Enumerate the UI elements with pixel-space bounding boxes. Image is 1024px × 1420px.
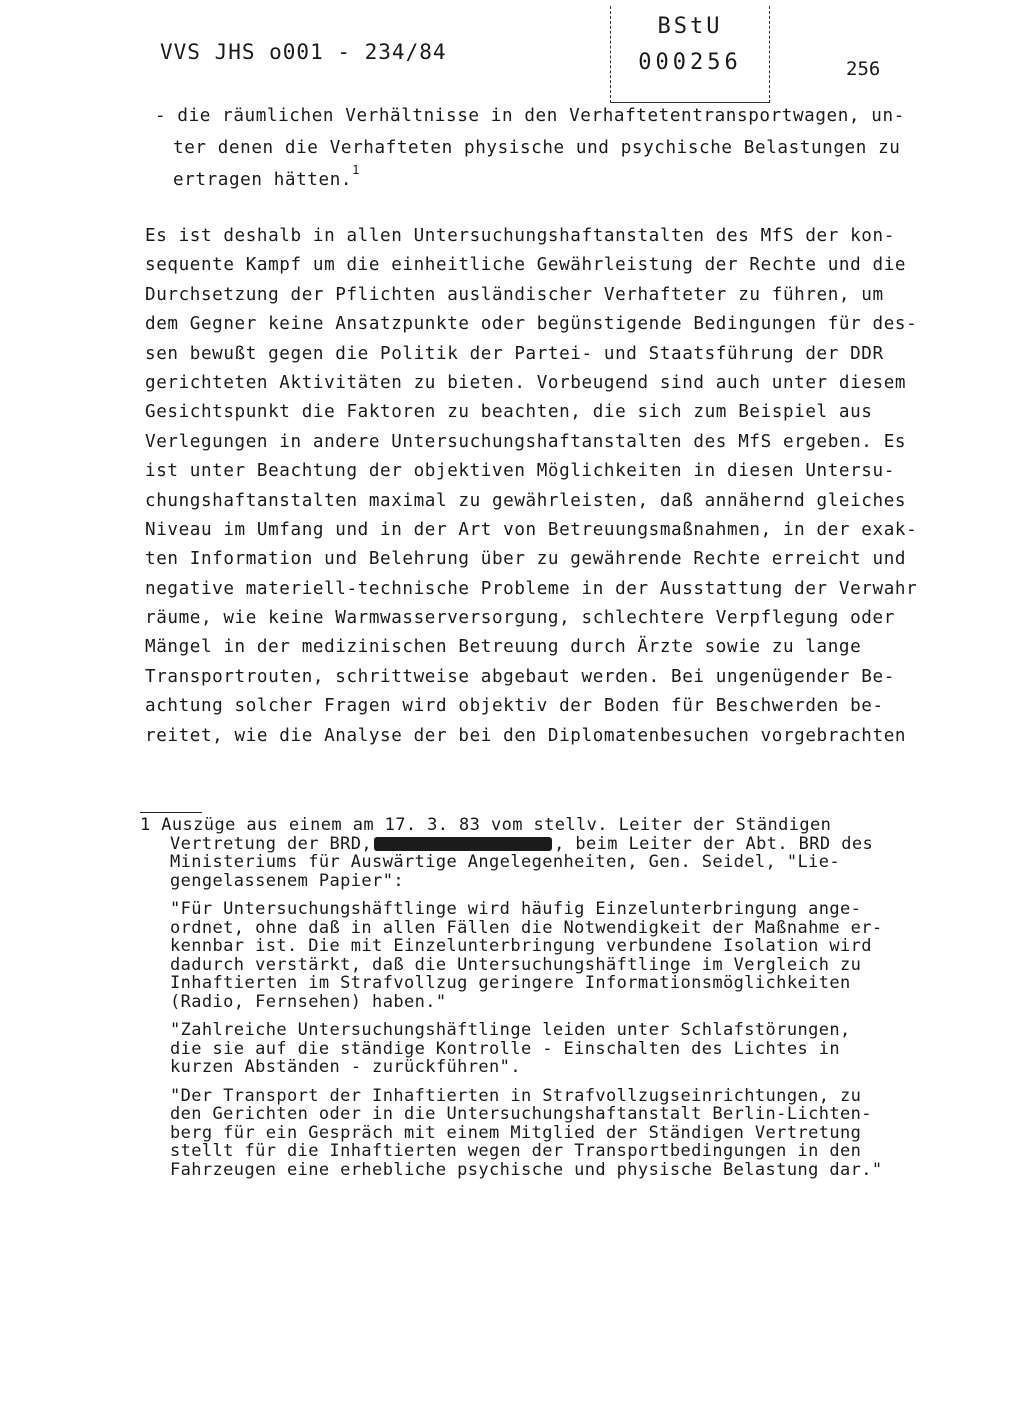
stamp-organization: BStU: [657, 14, 723, 39]
body-line: achtung solcher Fragen wird objektiv der Boden für Beschwerden be-: [145, 696, 884, 717]
body-line: Durchsetzung der Pflichten ausländischer Verhafteter zu führen, um: [145, 284, 884, 305]
body-line: Transportrouten, schrittweise abgebaut werden. Bei ungenügender Be-: [145, 666, 895, 687]
body-line: reitet, wie die Analyse der bei den Diplomatenbesuchen vorgebrachten: [145, 725, 907, 746]
body-line: Mängel in der medizinischen Betreuung durch Ärzte sowie zu lange: [145, 637, 862, 658]
body-line: chungshaftanstalten maximal zu gewährleisten, daß annähernd gleiches: [145, 490, 907, 511]
body-line: sen bewußt gegen die Politik der Partei- und Staatsführung der DDR: [145, 343, 884, 364]
archive-stamp: [610, 6, 770, 103]
redaction-bar: [374, 837, 552, 851]
footnote: [140, 816, 990, 1179]
footnote-reference: 1: [352, 163, 360, 177]
quote-line: Inhaftierten im Strafvollzug geringere Informationsmöglichkeiten: [170, 973, 851, 993]
footnote-line: [140, 835, 990, 854]
stamp-number: 000256: [638, 50, 742, 75]
footnote-text: Vertretung der BRD,: [170, 833, 373, 854]
document-reference: VVS JHS o001 - 234/84: [160, 40, 447, 64]
quote-line: Fahrzeugen eine erhebliche psychische und physische Belastung dar.": [170, 1159, 883, 1180]
body-paragraph: [145, 222, 1005, 751]
body-line: negative materiell-technische Probleme in der Ausstattung der Verwahr: [145, 578, 918, 599]
quote-line: stellt für die Inhaftierten wegen der Transportbedingungen in den: [170, 1141, 862, 1161]
quote-line: kurzen Abständen - zurückführen".: [170, 1057, 521, 1077]
body-line: dem Gegner keine Ansatzpunkte oder begünstigende Bedingungen für des-: [145, 314, 918, 335]
footnote-text: , beim Leiter der Abt. BRD des: [554, 833, 874, 854]
quote-line: ordnet, ohne daß in allen Fällen die Notwendigkeit der Maßnahme er-: [170, 917, 883, 938]
bullet-line: ter denen die Verhafteten physische und psychische Belastungen zu: [173, 138, 901, 158]
footnote-line: Ministeriums für Auswärtige Angelegenheiten, Gen. Seidel, "Lie-: [170, 852, 840, 872]
body-line: Es ist deshalb in allen Untersuchungshaftanstalten des MfS der kon-: [145, 226, 895, 246]
page-number: 256: [846, 58, 881, 80]
body-line: Niveau im Umfang und in der Art von Betreuungsmaßnahmen, in der exak-: [145, 519, 918, 540]
body-line: ist unter Beachtung der objektiven Möglichkeiten in diesen Untersu-: [145, 461, 895, 482]
body-line: Verlegungen in andere Untersuchungshaftanstalten des MfS ergeben. Es: [145, 431, 907, 452]
bullet-line: [155, 164, 1000, 196]
quote-line: "Für Untersuchungshäftlinge wird häufig Einzelunterbringung ange-: [170, 899, 862, 919]
spacer: [140, 1077, 990, 1087]
quote-line: (Radio, Fernsehen) haben.": [170, 991, 447, 1012]
body-line: Gesichtspunkt die Faktoren zu beachten, die sich zum Beispiel aus: [145, 402, 873, 423]
footnote-line: gengelassenem Papier":: [170, 870, 404, 891]
quote-line: "Der Transport der Inhaftierten in Strafvollzugseinrichtungen, zu: [170, 1085, 862, 1106]
footnote-divider: [140, 812, 202, 813]
quote-line: die sie auf die ständige Kontrolle - Einschalten des Lichtes in: [170, 1038, 840, 1059]
quote-line: dadurch verstärkt, daß die Untersuchungshäftlinge im Vergleich zu: [170, 954, 862, 975]
bullet-line: - die räumlichen Verhältnisse in den Verhaftetentransportwagen, un-: [155, 106, 905, 126]
quote-line: "Zahlreiche Untersuchungshäftlinge leiden unter Schlafstörungen,: [170, 1020, 851, 1040]
quote-line: den Gerichten oder in die Untersuchungshaftanstalt Berlin-Lichten-: [170, 1104, 872, 1124]
footnote-line: 1 Auszüge aus einem am 17. 3. 83 vom stellv. Leiter der Ständigen: [140, 815, 832, 835]
body-line: räume, wie keine Warmwasserversorgung, schlechtere Verpflegung oder: [145, 608, 895, 629]
quote-line: kennbar ist. Die mit Einzelunterbringung verbundene Isolation wird: [170, 936, 872, 956]
body-line: gerichteten Aktivitäten zu bieten. Vorbeugend sind auch unter diesem: [145, 372, 907, 393]
bullet-item: [155, 100, 1000, 196]
bullet-line-text: ertragen hätten.: [173, 170, 353, 190]
body-line: sequente Kampf um die einheitliche Gewährleistung der Rechte und die: [145, 255, 907, 276]
quote-line: berg für ein Gespräch mit einem Mitglied der Ständigen Vertretung: [170, 1122, 862, 1143]
body-line: ten Information und Belehrung über zu gewährende Rechte erreicht und: [145, 549, 907, 570]
